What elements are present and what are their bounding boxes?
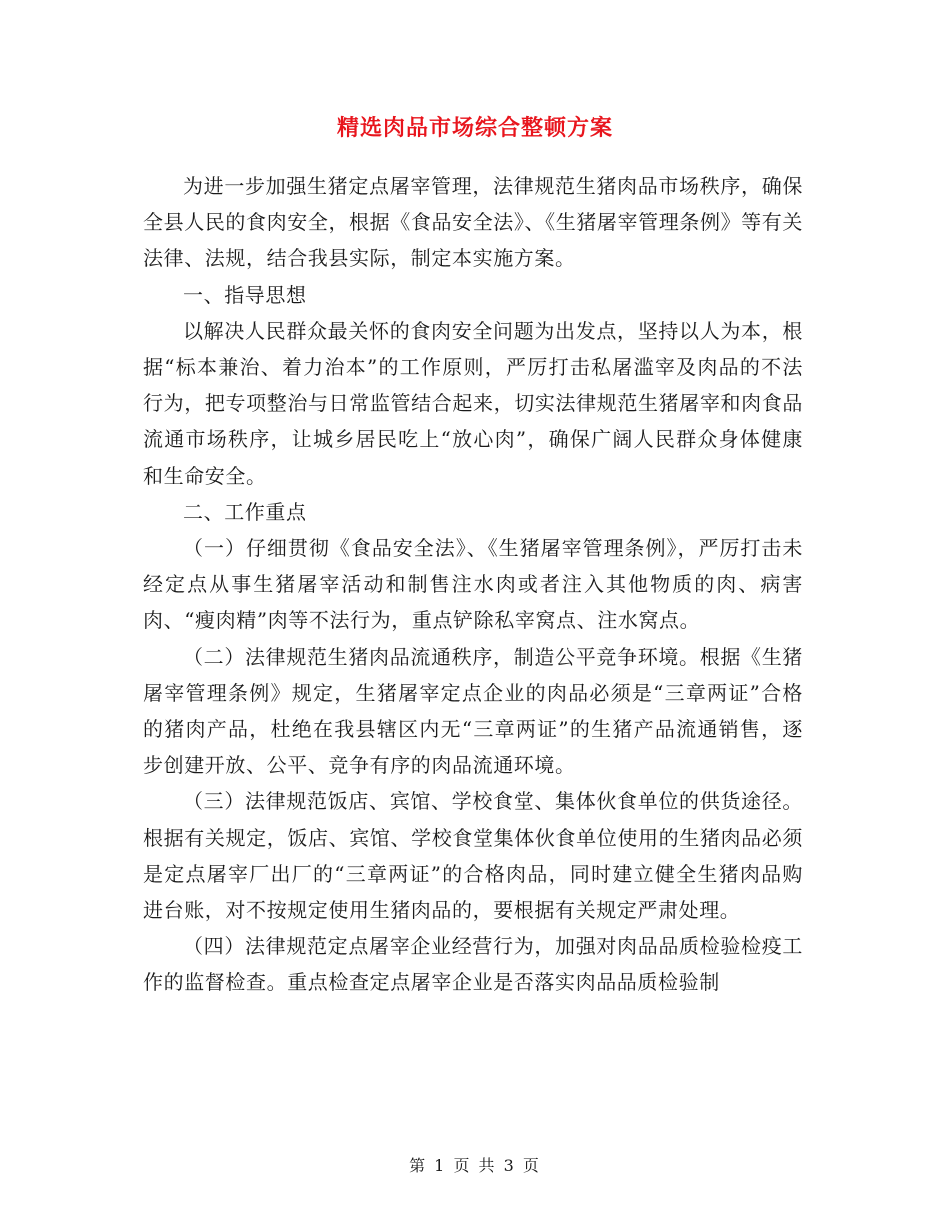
section-heading-guiding-ideology: 一、指导思想 <box>183 282 307 307</box>
paragraph-work-focus-1: （一）仔细贯彻《食品安全法》、《生猪屠宰管理条例》，严厉打击未经定点从事生猪屠宰活动和制售注水肉或者注入其他物质的肉、病害肉、“瘦肉精”肉等不法行为，重点铲除私宰窝点、注水窝点。 <box>143 536 803 633</box>
section-heading-work-focus: 二、工作重点 <box>183 499 307 524</box>
document-body <box>143 168 803 1001</box>
paragraph-intro: 为进一步加强生猪定点屠宰管理，法律规范生猪肉品市场秩序，确保全县人民的食肉安全，根据《食品安全法》、《生猪屠宰管理条例》等有关法律、法规，结合我县实际，制定本实施方案。 <box>143 174 803 271</box>
paragraph-work-focus-3: （三）法律规范饭店、宾馆、学校食堂、集体伙食单位的供货途径。根据有关规定，饭店、宾馆、学校食堂集体伙食单位使用的生猪肉品必须是定点屠宰厂出厂的“三章两证”的合格肉品，同时建立健全生猪肉品购进台账，对不按规定使用生猪肉品的，要根据有关规定严肃处理。 <box>143 789 803 923</box>
paragraph-guiding-ideology: 以解决人民群众最关怀的食肉安全问题为出发点，坚持以人为本，根据“标本兼治、着力治本”的工作原则，严厉打击私屠滥宰及肉品的不法行为，把专项整治与日常监管结合起来，切实法律规范生猪屠宰和肉食品流通市场秩序，让城乡居民吃上“放心肉”，确保广阔人民群众身体健康和生命安全。 <box>143 318 803 488</box>
document-title: 精选肉品市场综合整顿方案 <box>336 115 613 141</box>
paragraph-work-focus-4: （四）法律规范定点屠宰企业经营行为，加强对肉品品质检验检疫工作的监督检查。重点检查定点屠宰企业是否落实肉品品质检验制 <box>143 934 803 995</box>
paragraph-work-focus-2: （二）法律规范生猪肉品流通秩序，制造公平竞争环境。根据《生猪屠宰管理条例》规定，生猪屠宰定点企业的肉品必须是“三章两证”合格的猪肉产品，杜绝在我县辖区内无“三章两证”的生猪产品流通销售，逐步创建开放、公平、竞争有序的肉品流通环境。 <box>143 644 803 778</box>
page-number-footer: 第 1 页 共 3 页 <box>409 1156 541 1175</box>
